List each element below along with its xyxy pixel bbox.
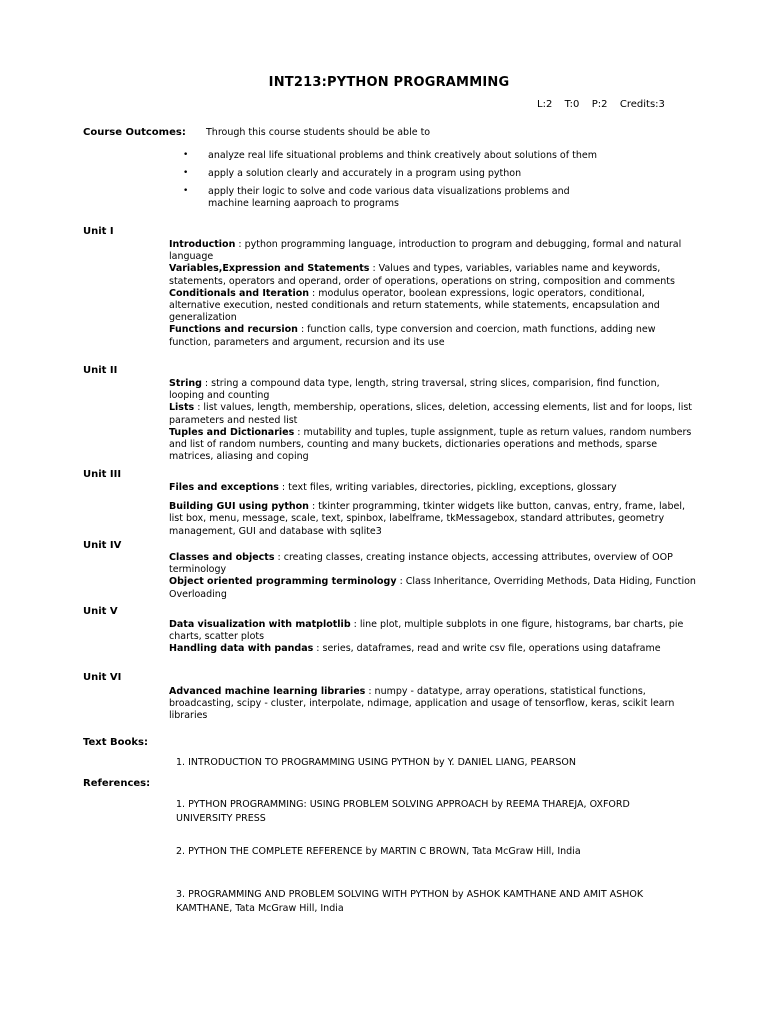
topic-item <box>169 576 697 600</box>
topic-item <box>169 427 697 464</box>
topic-item <box>169 402 697 426</box>
unit-5-topics <box>169 619 697 656</box>
topic-heading: Lists <box>169 402 195 414</box>
unit-5-label: Unit V <box>83 606 118 617</box>
topic-heading: Building GUI using python <box>169 501 309 513</box>
topic-item <box>169 263 697 287</box>
bullet-icon: • <box>183 186 189 196</box>
topic-item <box>169 239 697 263</box>
page-title: INT213:PYTHON PROGRAMMING <box>268 75 510 90</box>
topic-heading: Conditionals and Iteration <box>169 287 310 299</box>
topic-text: : Class Inheritance, Overriding Methods, Data Hiding, Function Overloading <box>169 576 696 600</box>
unit-2-label: Unit II <box>83 365 118 376</box>
topic-heading: Files and exceptions <box>169 482 279 493</box>
topic-heading: Tuples and Dictionaries <box>169 426 295 438</box>
unit-2-topics <box>169 378 697 463</box>
course-outcomes-intro: Through this course students should be able to <box>206 127 431 138</box>
list-item <box>183 186 623 210</box>
reference-item: 3. PROGRAMMING AND PROBLEM SOLVING WITH PYTHON by ASHOK KAMTHANE AND AMIT ASHOK KAMTHANE, Tata McGraw Hill, India <box>176 889 644 914</box>
reference-item: 2. PYTHON THE COMPLETE REFERENCE by MARTIN C BROWN, Tata McGraw Hill, India <box>176 846 581 857</box>
topic-text: : list values, length, membership, operations, slices, deletion, accessing elements, list and for loops, list parameters and nested list <box>169 402 693 426</box>
topic-item <box>169 643 697 655</box>
topic-heading: Data visualization with matplotlib <box>169 619 351 630</box>
reference-item: 1. PYTHON PROGRAMMING: USING PROBLEM SOLVING APPROACH by REEMA THAREJA, OXFORD UNIVERSITY PRESS <box>176 799 630 824</box>
topic-text: : series, dataframes, read and write csv file, operations using dataframe <box>313 643 661 655</box>
list-item <box>183 150 623 162</box>
topic-item <box>169 324 697 348</box>
topic-text: : text files, writing variables, directories, pickling, exceptions, glossary <box>278 482 617 493</box>
topic-item <box>169 686 697 723</box>
text-book-item: 1. INTRODUCTION TO PROGRAMMING USING PYTHON by Y. DANIEL LIANG, PEARSON <box>176 757 577 768</box>
topic-heading: Classes and objects <box>169 552 275 563</box>
unit-6-topics <box>169 686 697 723</box>
topic-text: : mutability and tuples, tuple assignment, tuple as return values, random numbers and list of random numbers, counting and many buckets, dictionaries operations and methods, sparse matrices, aliasing and coping <box>169 426 692 463</box>
topic-text: : python programming language, introduction to program and debugging, formal and natural language <box>169 239 682 263</box>
unit-1-topics <box>169 239 697 349</box>
topic-text: : creating classes, creating instance objects, accessing attributes, overview of OOP terminology <box>169 552 673 576</box>
outcome-text: apply a solution clearly and accurately in a program using python <box>208 168 522 179</box>
course-outcomes-list <box>183 150 623 216</box>
outcome-text: apply their logic to solve and code various data visualizations problems and machine learning aaproach to programs <box>208 186 570 209</box>
topic-heading: Introduction <box>169 239 236 250</box>
topic-text: : modulus operator, boolean expressions, logic operators, conditional, alternative execution, nested conditionals and return statements, while statements, encapsulation and generalization <box>169 287 660 324</box>
topic-item <box>169 288 697 325</box>
topic-text: : Values and types, variables, variables name and keywords, statements, operators and operand, order of operations, operations on string, composition and comments <box>169 263 675 287</box>
topic-text: : numpy - datatype, array operations, statistical functions, broadcasting, scipy - cluster, interpolate, ndimage, application and usage of tensorflow, keras, scikit learn libraries <box>169 686 675 722</box>
text-books-label: Text Books: <box>83 737 148 748</box>
outcome-text: analyze real life situational problems and think creatively about solutions of them <box>208 150 597 161</box>
topic-heading: Functions and recursion <box>169 324 298 336</box>
topic-item <box>169 619 697 643</box>
topic-item <box>169 552 697 576</box>
topic-item <box>169 378 697 402</box>
topic-text: : line plot, multiple subplots in one figure, histograms, bar charts, pie charts, scatter plots <box>169 619 684 643</box>
references-label: References: <box>83 778 151 789</box>
bullet-icon: • <box>183 168 189 178</box>
topic-text: : tkinter programming, tkinter widgets like button, canvas, entry, frame, label, list box, menu, message, scale, text, spinbox, labelframe, tkMessagebox, standard attributes, geometry management, GUI and database with sqlite3 <box>169 501 686 537</box>
unit-4-label: Unit IV <box>83 540 122 551</box>
topic-heading: String <box>169 378 202 389</box>
unit-1-label: Unit I <box>83 226 114 237</box>
list-item <box>183 168 623 180</box>
credit-structure: L:2 T:0 P:2 Credits:3 <box>537 99 665 110</box>
bullet-icon: • <box>183 150 189 160</box>
topic-heading: Variables,Expression and Statements <box>169 263 370 275</box>
topic-heading: Handling data with pandas <box>169 643 314 655</box>
unit-6-label: Unit VI <box>83 672 122 683</box>
topic-heading: Advanced machine learning libraries <box>169 686 366 697</box>
topic-heading: Object oriented programming terminology <box>169 576 397 588</box>
topic-text: : function calls, type conversion and coercion, math functions, adding new function, parameters and argument, recursion and its use <box>169 324 656 348</box>
unit-3-topics <box>169 482 697 538</box>
course-outcomes-label: Course Outcomes: <box>83 127 186 138</box>
unit-4-topics <box>169 552 697 601</box>
unit-3-label: Unit III <box>83 469 122 480</box>
topic-text: : string a compound data type, length, string traversal, string slices, comparision, find function, looping and counting <box>169 378 660 402</box>
topic-item <box>169 482 697 494</box>
topic-item <box>169 501 697 538</box>
